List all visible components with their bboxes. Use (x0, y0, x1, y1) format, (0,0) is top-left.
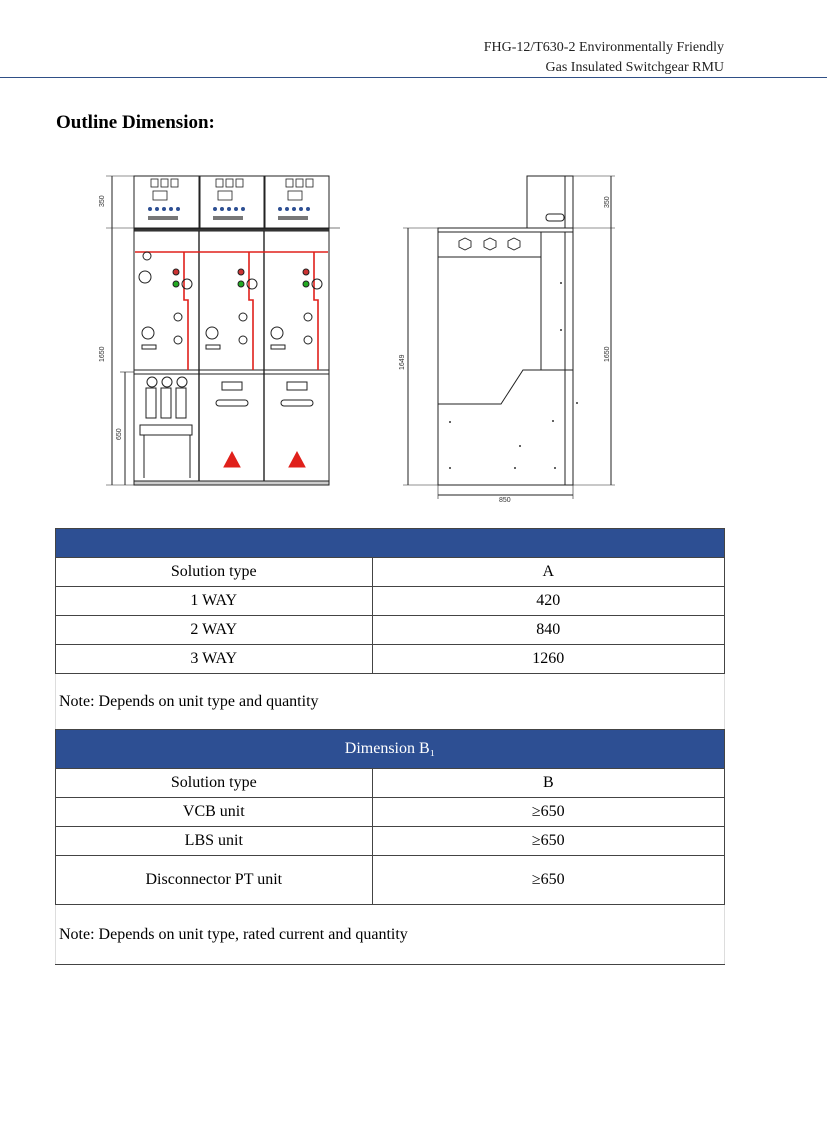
side-dim-350: 350 (604, 196, 611, 208)
table-cell: 1 WAY (56, 587, 373, 616)
outline-dimension-drawing (0, 165, 827, 510)
header-line-1: FHG-12/T630-2 Environmentally Friendly (483, 40, 724, 55)
column-header: B (372, 769, 724, 798)
table-row (56, 645, 725, 674)
table-row (56, 827, 725, 856)
table-cell: LBS unit (56, 827, 373, 856)
table-cell: ≥650 (372, 856, 724, 905)
table-row (56, 856, 725, 905)
table-row (56, 616, 725, 645)
front-dim-1650: 1650 (99, 346, 106, 362)
table-cell: ≥650 (372, 798, 724, 827)
section-title: Outline Dimension: (56, 112, 215, 133)
table-a-header-band (56, 529, 725, 558)
table-row (56, 798, 725, 827)
side-view (399, 176, 615, 504)
table-row (56, 587, 725, 616)
table-cell: 1260 (372, 645, 724, 674)
table-a-note: Note: Depends on unit type and quantity (56, 674, 725, 730)
table-cell: VCB unit (56, 798, 373, 827)
side-dim-1649: 1649 (399, 354, 406, 370)
front-dim-650: 650 (116, 428, 123, 440)
dimension-b-table (55, 729, 725, 965)
table-cell: Disconnector PT unit (56, 856, 373, 905)
side-dim-850: 850 (499, 497, 511, 504)
table-cell: 3 WAY (56, 645, 373, 674)
table-b-note: Note: Depends on unit type, rated current and quantity (56, 905, 725, 965)
table-cell: 420 (372, 587, 724, 616)
table-cell: 840 (372, 616, 724, 645)
table-b-title: Dimension B₁ (56, 730, 725, 769)
dimension-a-table (55, 528, 725, 730)
table-cell: 2 WAY (56, 616, 373, 645)
column-header: A (372, 558, 724, 587)
front-view (99, 176, 340, 485)
column-header: Solution type (56, 558, 373, 587)
header-rule (0, 77, 827, 78)
table-cell: ≥650 (372, 827, 724, 856)
front-dim-350: 350 (99, 195, 106, 207)
side-dim-1650: 1650 (604, 346, 611, 362)
column-header: Solution type (56, 769, 373, 798)
header-line-2: Gas Insulated Switchgear RMU (545, 60, 724, 75)
